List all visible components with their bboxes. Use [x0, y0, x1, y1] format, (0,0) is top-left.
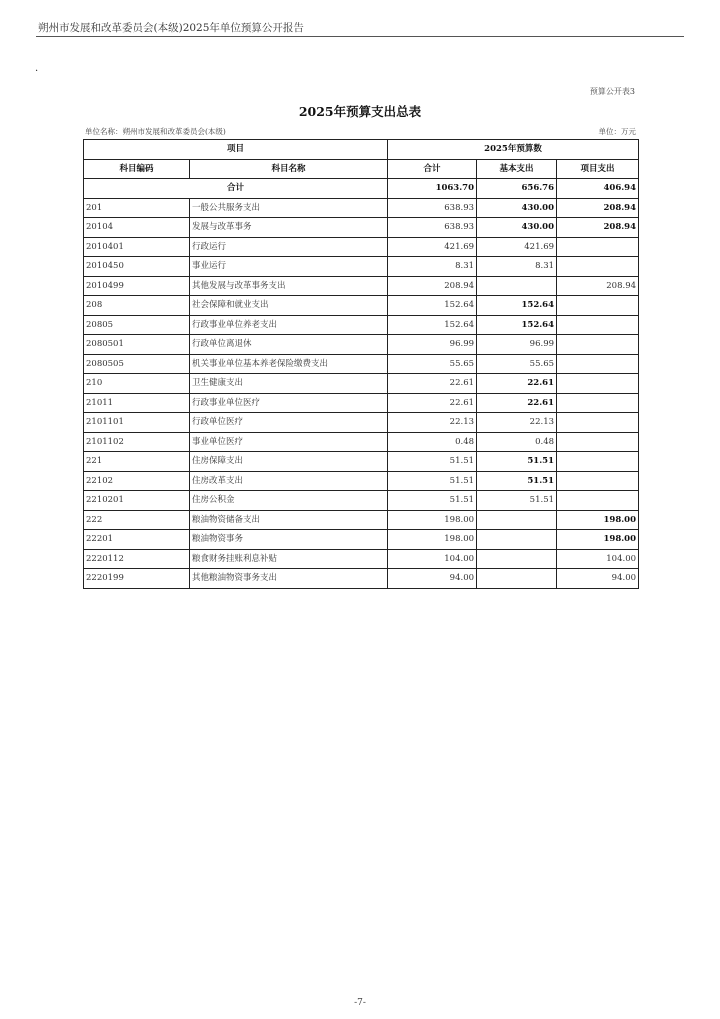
table-row	[84, 354, 639, 374]
table-row	[84, 276, 639, 296]
row-total: 96.99	[388, 335, 477, 355]
currency-unit: 单位：万元	[598, 127, 636, 136]
row-code: 221	[84, 452, 190, 472]
page-marker: .	[35, 63, 39, 74]
row-name: 其他发展与改革事务支出	[190, 276, 388, 296]
row-total: 638.93	[388, 198, 477, 218]
row-basic: 51.51	[477, 471, 557, 491]
unit-name: 单位名称：朔州市发展和改革委员会(本级)	[85, 127, 226, 136]
row-total: 51.51	[388, 452, 477, 472]
row-basic: 8.31	[477, 257, 557, 277]
row-code: 2220199	[84, 569, 190, 589]
row-code: 20805	[84, 315, 190, 335]
row-basic: 51.51	[477, 491, 557, 511]
table-row	[84, 335, 639, 355]
row-name: 住房公积金	[190, 491, 388, 511]
table-row	[84, 296, 639, 316]
row-name: 行政运行	[190, 237, 388, 257]
row-name: 事业单位医疗	[190, 432, 388, 452]
table-row	[84, 549, 639, 569]
row-total: 152.64	[388, 315, 477, 335]
row-name: 行政事业单位养老支出	[190, 315, 388, 335]
table-row	[84, 569, 639, 589]
col-total-header: 合计	[388, 159, 477, 179]
row-name: 粮油物资事务	[190, 530, 388, 550]
page-number: -7-	[354, 998, 366, 1008]
table-number: 预算公开表3	[589, 87, 635, 96]
row-project	[557, 315, 639, 335]
row-total: 421.69	[388, 237, 477, 257]
row-total: 638.93	[388, 218, 477, 238]
total-row	[84, 179, 639, 199]
row-basic	[477, 276, 557, 296]
header-row-group	[84, 140, 639, 160]
row-project: 198.00	[557, 530, 639, 550]
row-name: 一般公共服务支出	[190, 198, 388, 218]
row-total: 22.61	[388, 393, 477, 413]
table-row	[84, 452, 639, 472]
row-total: 51.51	[388, 471, 477, 491]
row-code: 2101102	[84, 432, 190, 452]
row-project	[557, 413, 639, 433]
total-basic: 656.76	[477, 179, 557, 199]
row-code: 201	[84, 198, 190, 218]
row-code: 2101101	[84, 413, 190, 433]
table-row	[84, 413, 639, 433]
row-total: 51.51	[388, 491, 477, 511]
table-row	[84, 315, 639, 335]
total-project: 406.94	[557, 179, 639, 199]
group-project-header: 项目	[84, 140, 388, 160]
row-project: 208.94	[557, 198, 639, 218]
row-total: 8.31	[388, 257, 477, 277]
row-code: 21011	[84, 393, 190, 413]
row-total: 198.00	[388, 510, 477, 530]
row-basic	[477, 510, 557, 530]
row-project	[557, 452, 639, 472]
row-name: 其他粮油物资事务支出	[190, 569, 388, 589]
table-row	[84, 198, 639, 218]
row-basic	[477, 530, 557, 550]
row-code: 208	[84, 296, 190, 316]
col-basic-header: 基本支出	[477, 159, 557, 179]
group-budget-header: 2025年预算数	[388, 140, 639, 160]
row-name: 行政单位医疗	[190, 413, 388, 433]
row-name: 粮油物资储备支出	[190, 510, 388, 530]
row-project: 208.94	[557, 276, 639, 296]
row-code: 2080505	[84, 354, 190, 374]
row-code: 2210201	[84, 491, 190, 511]
row-name: 卫生健康支出	[190, 374, 388, 394]
table-row	[84, 374, 639, 394]
row-basic: 152.64	[477, 315, 557, 335]
row-basic: 51.51	[477, 452, 557, 472]
row-code: 22102	[84, 471, 190, 491]
table-row	[84, 471, 639, 491]
row-project	[557, 335, 639, 355]
row-code: 2220112	[84, 549, 190, 569]
report-header-title: 朔州市发展和改革委员会(本级)2025年单位预算公开报告	[38, 22, 304, 34]
row-code: 20104	[84, 218, 190, 238]
row-basic: 22.61	[477, 393, 557, 413]
budget-expenditure-table	[83, 139, 639, 589]
row-basic: 421.69	[477, 237, 557, 257]
row-name: 行政事业单位医疗	[190, 393, 388, 413]
row-basic: 0.48	[477, 432, 557, 452]
row-project	[557, 237, 639, 257]
row-basic: 96.99	[477, 335, 557, 355]
header-row-columns	[84, 159, 639, 179]
row-project: 198.00	[557, 510, 639, 530]
table-row	[84, 530, 639, 550]
row-project: 104.00	[557, 549, 639, 569]
row-project	[557, 374, 639, 394]
row-name: 行政单位离退休	[190, 335, 388, 355]
row-name: 住房保障支出	[190, 452, 388, 472]
row-project	[557, 354, 639, 374]
row-basic: 22.61	[477, 374, 557, 394]
row-name: 机关事业单位基本养老保险缴费支出	[190, 354, 388, 374]
row-project	[557, 257, 639, 277]
row-project	[557, 471, 639, 491]
row-basic: 55.65	[477, 354, 557, 374]
row-project	[557, 393, 639, 413]
row-name: 发展与改革事务	[190, 218, 388, 238]
table-title: 2025年预算支出总表	[298, 104, 422, 119]
row-basic	[477, 549, 557, 569]
row-total: 94.00	[388, 569, 477, 589]
row-basic: 430.00	[477, 218, 557, 238]
col-name-header: 科目名称	[190, 159, 388, 179]
row-basic	[477, 569, 557, 589]
row-name: 事业运行	[190, 257, 388, 277]
table-row	[84, 237, 639, 257]
row-total: 22.61	[388, 374, 477, 394]
table-row	[84, 432, 639, 452]
row-name: 社会保障和就业支出	[190, 296, 388, 316]
row-code: 222	[84, 510, 190, 530]
table-row	[84, 510, 639, 530]
table-row	[84, 393, 639, 413]
row-total: 22.13	[388, 413, 477, 433]
row-total: 55.65	[388, 354, 477, 374]
row-name: 住房改革支出	[190, 471, 388, 491]
row-code: 210	[84, 374, 190, 394]
row-code: 2010450	[84, 257, 190, 277]
table-row	[84, 491, 639, 511]
row-project: 208.94	[557, 218, 639, 238]
col-code-header: 科目编码	[84, 159, 190, 179]
total-amount: 1063.70	[388, 179, 477, 199]
header-divider	[36, 36, 684, 37]
row-total: 208.94	[388, 276, 477, 296]
row-project	[557, 432, 639, 452]
row-total: 104.00	[388, 549, 477, 569]
row-total: 152.64	[388, 296, 477, 316]
row-project	[557, 491, 639, 511]
row-name: 粮食财务挂账利息补贴	[190, 549, 388, 569]
row-code: 22201	[84, 530, 190, 550]
table-row	[84, 218, 639, 238]
row-code: 2010499	[84, 276, 190, 296]
row-project: 94.00	[557, 569, 639, 589]
row-project	[557, 296, 639, 316]
row-code: 2080501	[84, 335, 190, 355]
row-basic: 152.64	[477, 296, 557, 316]
row-code: 2010401	[84, 237, 190, 257]
row-total: 0.48	[388, 432, 477, 452]
row-basic: 430.00	[477, 198, 557, 218]
row-basic: 22.13	[477, 413, 557, 433]
row-total: 198.00	[388, 530, 477, 550]
table-row	[84, 257, 639, 277]
col-project-header: 项目支出	[557, 159, 639, 179]
total-label: 合计	[84, 179, 388, 199]
